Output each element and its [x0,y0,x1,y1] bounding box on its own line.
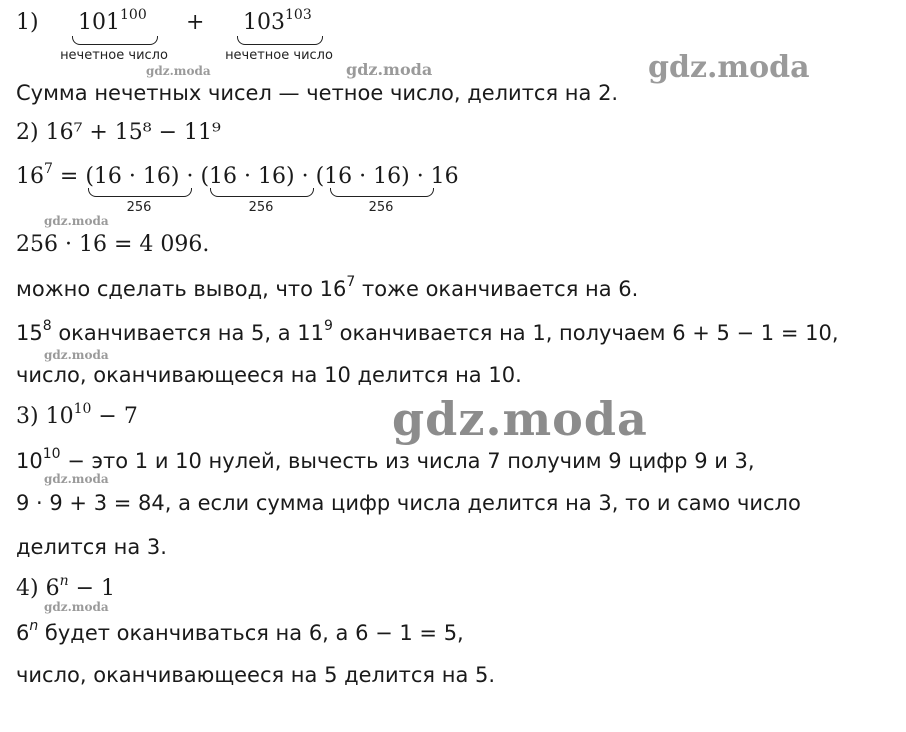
underbrace-label-256-2: 256 [248,200,274,215]
l7-c: оканчивается на 1, получаем 6 + 5 − 1 = 10, [332,321,839,345]
underbrace-label-256-3: 256 [368,200,394,215]
line-11: 9 · 9 + 3 = 84, а если сумма цифр числа делится на 3, то и само число [16,491,801,515]
line-12: делится на 3. [16,535,167,559]
l6-exp: 7 [346,274,356,290]
l4-rest: = (16 · 16) · (16 · 16) · (16 · 16) · 16 [52,164,459,189]
line-10 [16,446,755,476]
line-14 [16,618,464,648]
underbrace-label-256-1: 256 [126,200,152,215]
l6-a: можно сделать вывод, что 16 [16,277,347,301]
expr-103-103 [243,8,312,38]
l4-exp: 7 [44,161,53,177]
l7-b: оканчивается на 5, а 11 [51,321,325,345]
line-7 [16,318,839,348]
exp-100: 100 [120,7,147,23]
line-8: число, оканчивающееся на 10 делится на 10. [16,363,522,387]
watermark: gdz.moda [146,64,211,78]
line-3: 2) 16⁷ + 15⁸ − 11⁹ [16,120,221,145]
item-number-1: 1) [16,10,39,35]
l10-b: − это 1 и 10 нулей, вычесть из числа 7 получим 9 цифр 9 и 3, [60,449,755,473]
watermark: gdz.moda [44,214,109,228]
watermark: gdz.moda [44,600,109,614]
watermark: gdz.moda [346,60,433,79]
l14-exp: n [29,618,39,634]
line-1 [16,8,39,38]
l4-lead: 16 [16,164,44,189]
l10-exp: 10 [42,446,61,462]
l9-b: − 7 [91,404,138,429]
l13-exp: n [59,573,69,589]
l13-b: − 1 [68,576,116,601]
underbrace-256-3 [330,188,434,197]
base-101: 101 [78,10,120,35]
l9-exp: 10 [73,401,92,417]
expr-101-100 [78,8,147,38]
l7-exp1: 8 [42,318,52,334]
underbrace-label-a: нечетное число [60,48,168,63]
line-5: 256 · 16 = 4 096. [16,232,210,257]
underbrace-label-b: нечетное число [225,48,333,63]
underbrace-a [72,36,158,45]
l14-a: 6 [16,621,30,645]
l7-exp2: 9 [324,318,333,334]
watermark: gdz.moda [44,472,109,486]
watermark: gdz.moda [44,348,109,362]
l7-a: 15 [16,321,43,345]
base-103: 103 [243,10,285,35]
plus: + [186,10,205,35]
l6-b: тоже оканчивается на 6. [355,277,639,301]
watermark: gdz.moda [648,50,810,85]
exp-103: 103 [285,7,312,23]
line-2: Сумма нечетных чисел — четное число, делится на 2. [16,81,619,105]
plus-sign [186,8,204,38]
underbrace-256-1 [88,188,192,197]
line-6 [16,274,638,304]
l9-a: 3) 10 [16,404,74,429]
l13-a: 4) 6 [16,576,60,601]
line-9 [16,402,138,432]
line-15: число, оканчивающееся на 5 делится на 5. [16,663,496,687]
watermark: gdz.moda [392,392,648,446]
l14-b: будет оканчиваться на 6, а 6 − 1 = 5, [38,621,464,645]
underbrace-b [237,36,323,45]
l10-a: 10 [16,449,43,473]
underbrace-256-2 [210,188,314,197]
